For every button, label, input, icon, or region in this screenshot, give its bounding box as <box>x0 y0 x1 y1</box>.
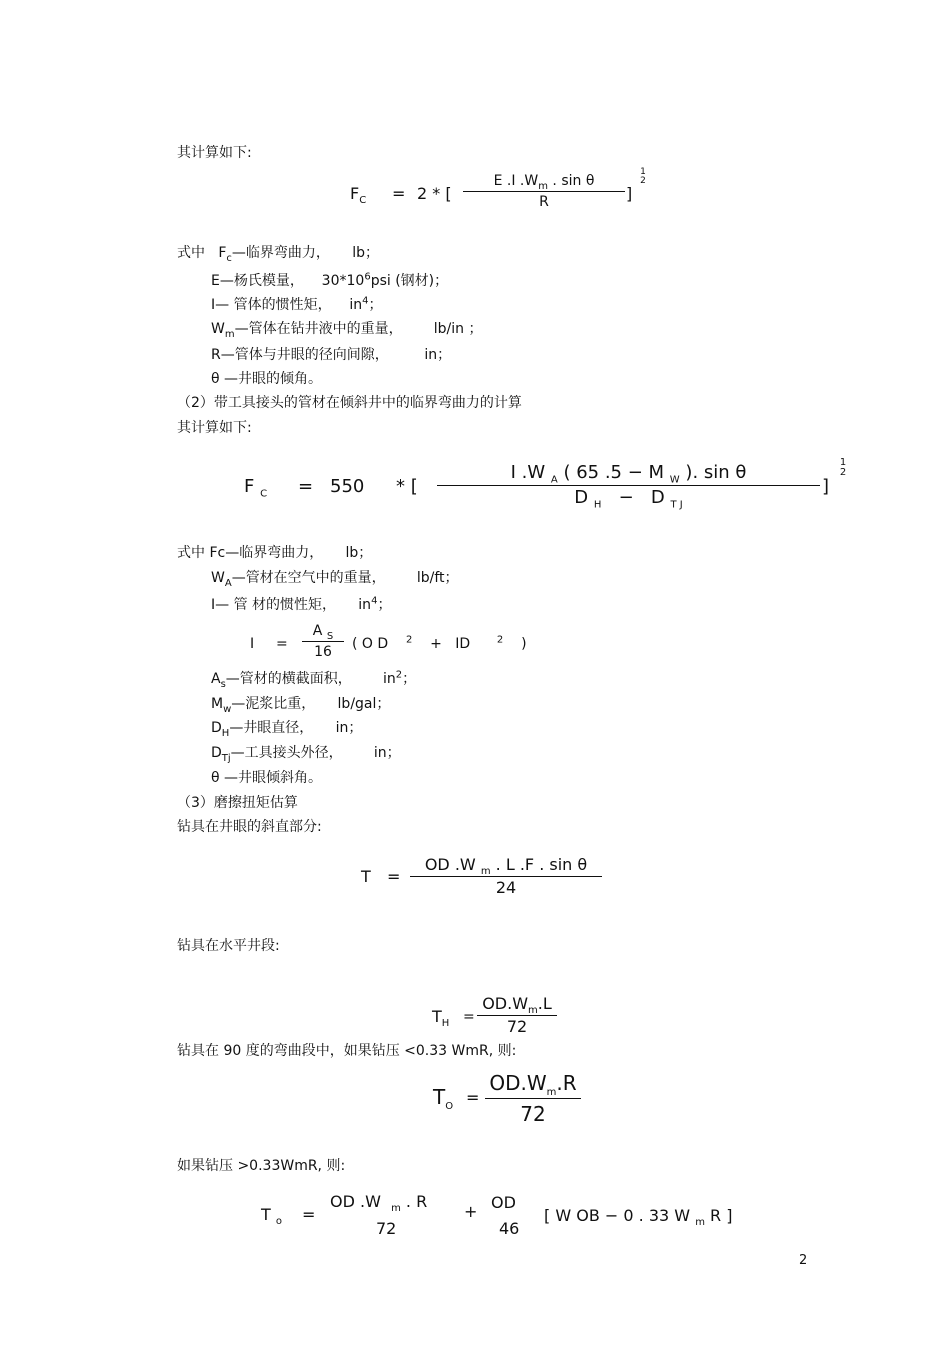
f1-num: E .I .W <box>493 173 539 189</box>
f2-exponent: 1 2 <box>839 457 847 478</box>
sec2-heading: （2）带工具接头的管材在倾斜井中的临界弯曲力的计算 <box>177 395 522 411</box>
f2-lhs-sub: C <box>260 488 268 500</box>
sec3-heading: （3）磨擦扭矩估算 <box>177 795 298 811</box>
sec3-horizontal-text: 钻具在水平井段: <box>177 938 280 954</box>
f3-lhs: I <box>250 636 255 652</box>
f2-num: I .W <box>510 462 546 483</box>
f3-fraction-bar <box>302 641 344 642</box>
f1-eq: = <box>392 184 406 203</box>
f6-eq: = <box>466 1088 480 1107</box>
f7-eq: = <box>302 1205 316 1224</box>
f2-close: ] <box>822 476 830 497</box>
sec1-def-fc: 式中 $F_c—$临界弯曲力， lb； <box>177 245 379 264</box>
f3-eq: = <box>276 636 288 652</box>
f5-fraction-bar <box>477 1015 557 1016</box>
f7-num2: OD <box>491 1193 516 1212</box>
f7-den2: 46 <box>499 1219 520 1238</box>
f4-lhs: T <box>361 867 371 886</box>
f7-plus: + <box>464 1202 478 1221</box>
sec1-def-r: R—管体与井眼的径向间隙， in； <box>211 347 452 363</box>
document-page: 其计算如下: $F_C$ = 2 * [ E .I $.W_m$ . sin θ R ] 1 2 式中 $F_c—$临界弯曲力， lb； E—杨氏模量， $30*10^6psi$ (钢材)； I— 管体的惯性矩， $in^4$； $W_m—$管体在钻井液中的重量， lb/in ； R—管体与井眼的径向间隙， in； θ —井眼的倾角。 （2）带工具接头的管材在倾斜井中的临界弯曲力的计算 其计算如下: F $_C$ = 550 * [ I .W $_A$ ( 65 .5 − M $_W$ ). sin θ D $_H$ − D $_{T J}$ ] 1 2 式中 Fc—临界弯曲力， lb； $W_A—$管材在空气中的重量， lb/ft； I— 管 材的惯性矩， $in^4$； I = A $_S$ 16 ( O D $^2$ + ID $^2$ ) $A_s—$管材的横截面积， $in^2$； $M_w—$泥浆比重， lb/gal； $D_H—$井眼直径， in； $D_{Tj}—$工具接头外径， in； θ —井眼倾斜角。 （3）磨擦扭矩估算 钻具在井眼的斜直部分: T = OD .W $_m$ . L .F . sin θ 24 钻具在水平井段: $T_H$ = $OD.W_m.L$ 72 钻具在 90 度的弯曲段中，如果钻压 <0.33 WmR, 则: $T_O$ = $OD.W_m.R$ 72 如果钻压 >0.33WmR, 则: T $_o$ = OD .W $_m$ . R 72 + OD 46 [ W OB − 0 . 33 W $_m$ R ] 2 <box>0 0 950 1345</box>
f4-fraction-bar <box>410 876 602 877</box>
sec2-def-i: I— 管 材的惯性矩， $in^4$； <box>211 595 392 613</box>
f2-eq: = <box>298 476 314 497</box>
f1-lhs: F <box>350 184 360 203</box>
f2-fraction-bar <box>437 485 820 486</box>
sec1-def-theta: θ —井眼的倾角。 <box>211 371 323 387</box>
calc-intro-1: 其计算如下: <box>177 145 252 161</box>
sec3-bend2-text: 如果钻压 >0.33WmR, 则: <box>177 1158 346 1174</box>
f5-fraction: $OD.W_m.L$ 72 <box>477 996 557 1035</box>
sec2-def-theta: θ —井眼倾斜角。 <box>211 770 323 786</box>
f1-exponent: 1 2 <box>640 167 646 186</box>
f1-num-sub: m <box>538 180 548 192</box>
sec2-def-fc: 式中 Fc—临界弯曲力， lb； <box>177 545 373 561</box>
f4-fraction: OD .W $_m$ . L .F . sin θ 24 <box>410 857 602 896</box>
f1-close: ] <box>626 184 633 203</box>
page-number: 2 <box>799 1253 808 1268</box>
f4-eq: = <box>387 867 401 886</box>
f5-eq: = <box>463 1009 475 1025</box>
sec1-def-wm: $W_m—$管体在钻井液中的重量， lb/in ； <box>211 321 483 340</box>
f6-fraction: $OD.W_m.R$ 72 <box>485 1073 581 1124</box>
f1-fraction <box>463 174 625 209</box>
sec2-def-mw: $M_w—$泥浆比重， lb/gal； <box>211 696 391 715</box>
f3-fraction: A $_S$ 16 <box>302 624 344 659</box>
f1-num-tail: . sin θ <box>552 173 595 189</box>
f1-lhs-sub: C <box>359 195 367 207</box>
f7-den1: 72 <box>376 1219 397 1238</box>
sec2-def-dh: $D_H—$井眼直径， in； <box>211 720 363 739</box>
f2-star: * [ <box>396 476 418 497</box>
f2-lhs: F <box>244 476 255 497</box>
sec2-def-as: $A_s—$管材的横截面积， $in^2$； <box>211 669 417 690</box>
f2-coef: 550 <box>330 476 365 497</box>
sec3-incline-text: 钻具在井眼的斜直部分: <box>177 819 322 835</box>
f6-fraction-bar <box>485 1098 581 1099</box>
sec2-def-dtj: $D_{Tj}—$工具接头外径， in； <box>211 745 401 764</box>
calc-intro-2: 其计算如下: <box>177 420 252 436</box>
sec3-bend-text: 钻具在 90 度的弯曲段中，如果钻压 <0.33 WmR, 则: <box>177 1043 517 1059</box>
sec1-def-i: I— 管体的惯性矩， $in^4$； <box>211 295 383 313</box>
sec2-def-wa: $W_A—$管材在空气中的重量， lb/ft； <box>211 570 459 589</box>
f2-fraction: I .W $_A$ ( 65 .5 − M $_W$ ). sin θ D $_H$ − D $_{T J}$ <box>437 464 820 507</box>
f1-den: R <box>539 194 549 210</box>
f1-coef: 2 * [ <box>417 184 452 203</box>
sec1-def-e: E—杨氏模量， $30*10^6psi$ (钢材)； <box>211 271 449 289</box>
